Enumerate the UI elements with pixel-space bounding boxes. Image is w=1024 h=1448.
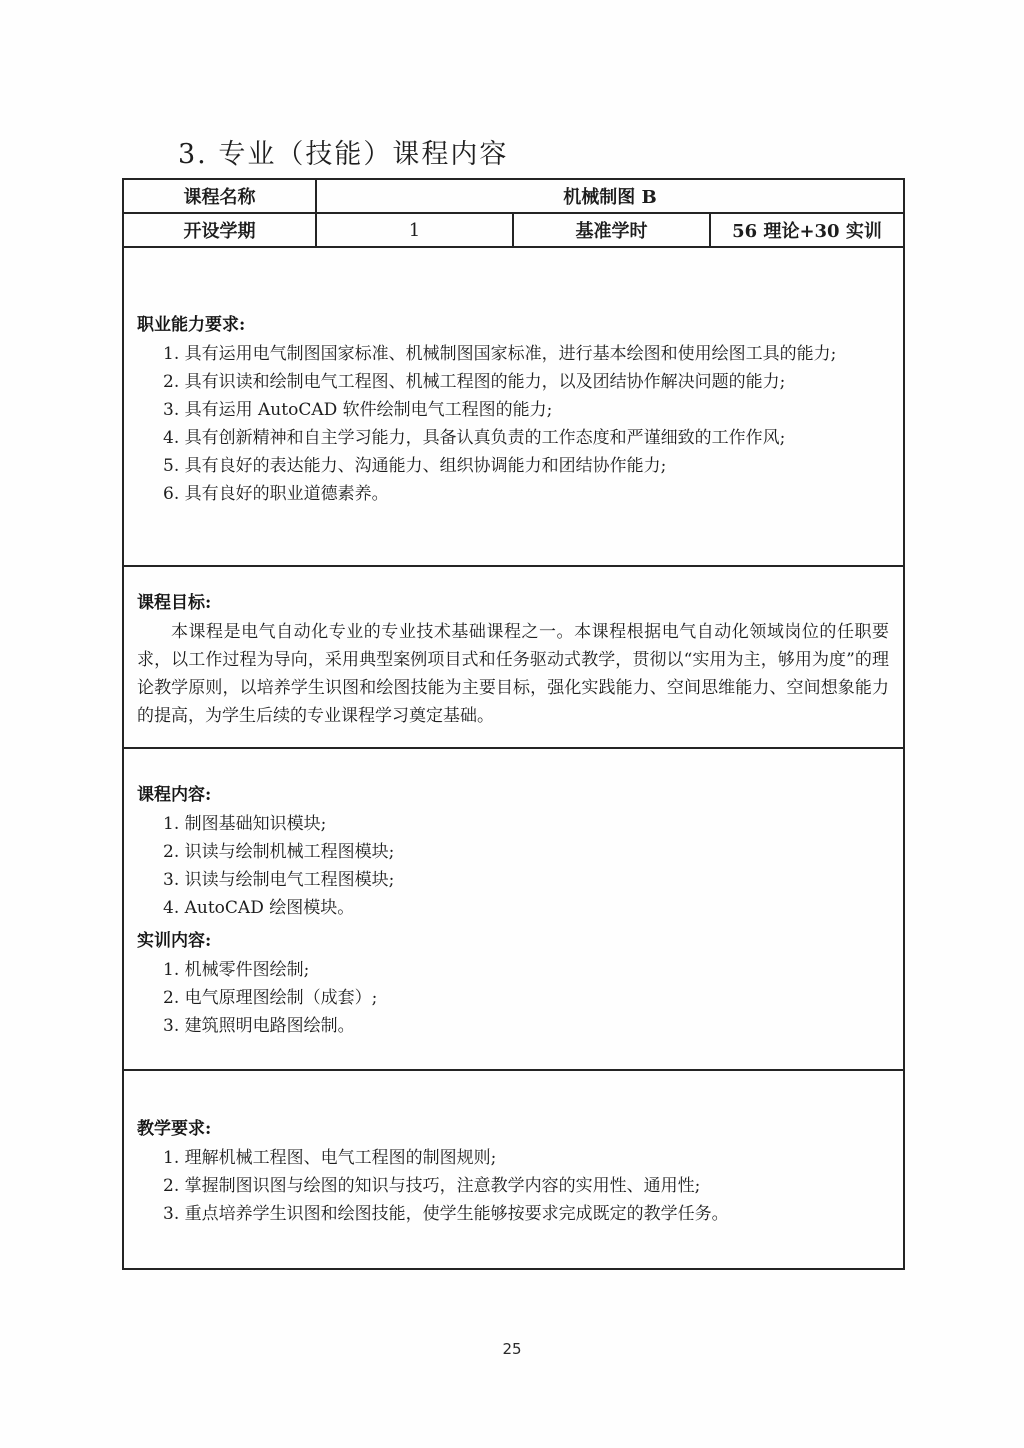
list-item: 1. 理解机械工程图、电气工程图的制图规则; [163,1148,497,1168]
list-item: 1. 机械零件图绘制; [163,960,310,980]
section-vocational-requirements [124,248,903,567]
table-row-course-name [124,180,903,214]
course-name-label-cell: 课程名称 [124,180,317,212]
list-item: 3. 具有运用 AutoCAD 软件绘制电气工程图的能力; [163,400,553,420]
course-objectives-paragraph: 本课程是电气自动化专业的专业技术基础课程之一。本课程根据电气自动化领域岗位的任职要求，以工作过程为导向，采用典型案例项目式和任务驱动式教学，贯彻以“实用为主，够用为度”的理论教学原则，以培养学生识图和绘图技能为主要目标，强化实践能力、空间思维能力、空间想象能力的提高，为学生后续的专业课程学习奠定基础。 [137,622,889,726]
vocational-requirements-list [163,340,836,508]
list-item: 1. 具有运用电气制图国家标准、机械制图国家标准，进行基本绘图和使用绘图工具的能力; [163,344,837,364]
hours-label-cell: 基准学时 [514,214,711,246]
page-number: 25 [502,1340,522,1358]
section-course-objectives [124,567,903,749]
vocational-requirements-heading: 职业能力要求: [137,315,246,335]
table-row-semester-hours [124,214,903,248]
training-content-list [163,956,394,1040]
course-content-heading: 课程内容: [137,785,212,805]
course-objectives-heading: 课程目标: [137,593,212,613]
hours-value-cell: 56 理论+30 实训 [732,221,882,242]
teaching-requirements-list [163,1144,729,1228]
list-item: 2. 识读与绘制机械工程图模块; [163,842,395,862]
list-item: 3. 识读与绘制电气工程图模块; [163,870,395,890]
section-course-content [124,749,903,1071]
list-item: 2. 具有识读和绘制电气工程图、机械工程图的能力，以及团结协作解决问题的能力; [163,372,786,392]
section-teaching-requirements [124,1071,903,1268]
semester-value-cell: 1 [317,214,514,246]
list-item: 4. AutoCAD 绘图模块。 [163,898,355,918]
course-content-list [163,810,394,922]
training-content-heading: 实训内容: [137,931,212,951]
page-title: 3. 专业（技能）课程内容 [178,139,509,170]
teaching-requirements-heading: 教学要求: [137,1119,212,1139]
list-item: 1. 制图基础知识模块; [163,814,327,834]
list-item: 4. 具有创新精神和自主学习能力，具备认真负责的工作态度和严谨细致的工作作风; [163,428,786,448]
semester-label-cell: 开设学期 [124,214,317,246]
course-info-table [122,178,905,1270]
list-item: 3. 建筑照明电路图绘制。 [163,1016,355,1036]
list-item: 5. 具有良好的表达能力、沟通能力、组织协调能力和团结协作能力; [163,456,667,476]
list-item: 2. 掌握制图识图与绘图的知识与技巧，注意教学内容的实用性、通用性; [163,1176,701,1196]
list-item: 6. 具有良好的职业道德素养。 [163,484,389,504]
course-name-value-cell: 机械制图 B [563,187,657,208]
list-item: 2. 电气原理图绘制（成套）; [163,988,378,1008]
list-item: 3. 重点培养学生识图和绘图技能，使学生能够按要求完成既定的教学任务。 [163,1204,729,1224]
